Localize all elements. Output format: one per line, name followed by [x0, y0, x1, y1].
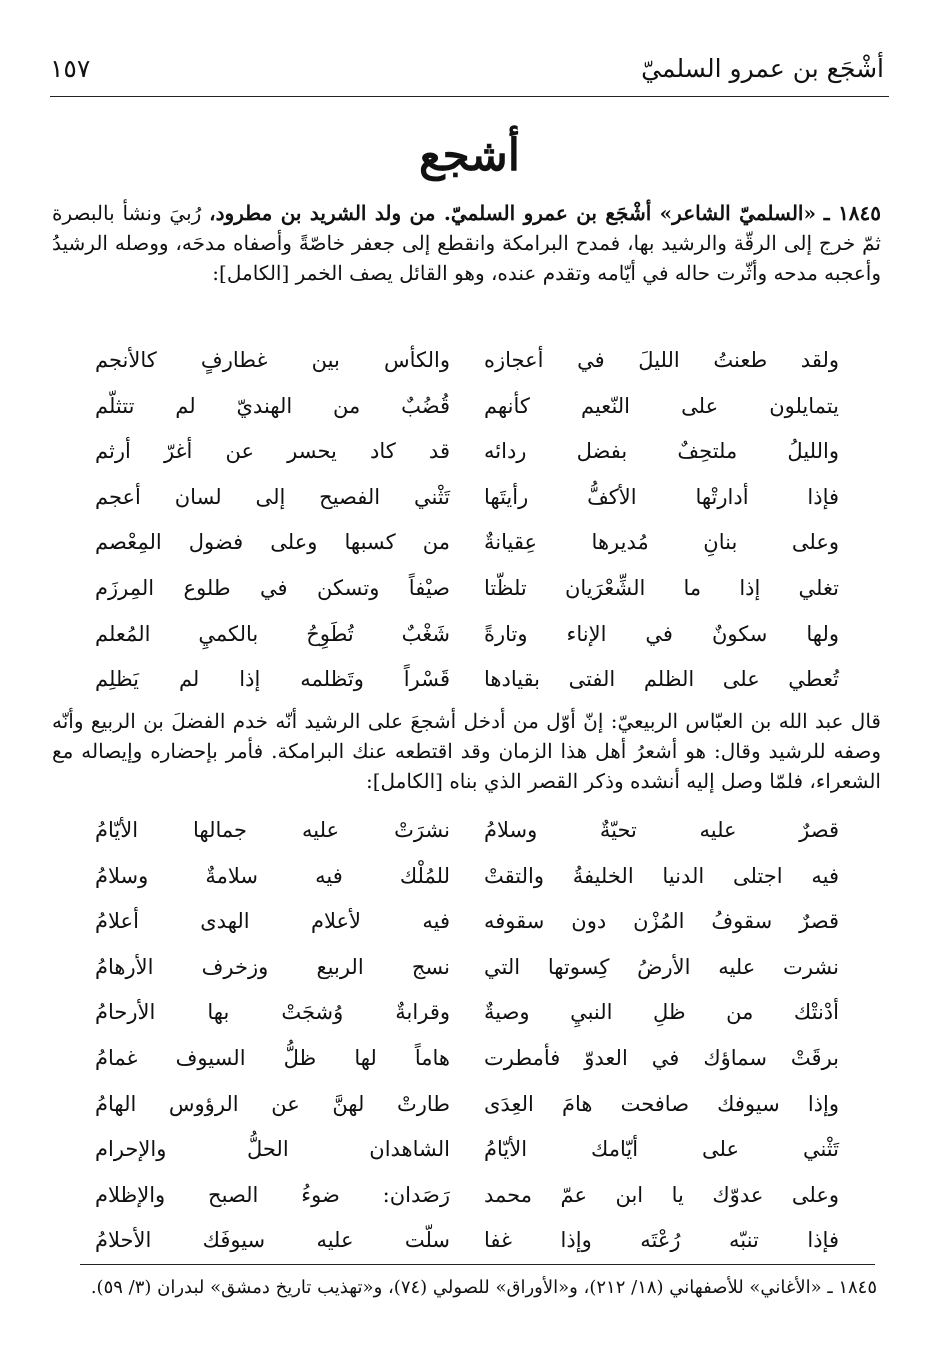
verse-first-hemistich: يتمايلون على النّعيم كأنهم: [484, 393, 839, 418]
verse-second-hemistich: نسج الربيع وزخرف الأرهامُ: [95, 954, 450, 979]
verse-second-hemistich: نشرَتْ عليه جمالها الأيّامُ: [95, 818, 450, 842]
verse-first-hemistich: نشرت عليه الأرضُ كِسوتها التي: [484, 954, 839, 979]
verse: [95, 1090, 839, 1136]
verse-second-hemistich: من كسبها وعلى فضول المِعْصم: [95, 530, 450, 555]
verse: [95, 620, 839, 666]
verse-first-hemistich: تغلي إذا ما الشِّعْرَيان تلظّتا: [484, 575, 839, 600]
verse: [95, 528, 839, 574]
verse-first-hemistich: ولقد طعنتُ الليلَ في أعجازه: [484, 348, 839, 372]
poem-1: [95, 346, 839, 711]
poem-2: [95, 816, 839, 1272]
anecdote-paragraph: قال عبد الله بن العبّاس الربيعيّ: إنّ أوّل من أدخل أشجعَ على الرشيد أنّه خدم الفضلَ بن الربيع وأنّه وصفه للرشيد وقال: هو أشعرُ أهل هذا الزمان وقد اقتطعه عنك البرامكة. فأمر بإحضاره وإيصاله مع الشعراء، فلمّا وصل إليه أنشده وذكر القصر الذي بناه [الكامل]:: [52, 709, 881, 793]
entry-number: ١٨٤٥ ـ: [823, 201, 882, 225]
verse: [95, 574, 839, 620]
page-number: ١٥٧: [50, 54, 91, 83]
verse: [95, 1135, 839, 1181]
verse: [95, 862, 839, 908]
verse-second-hemistich: هاماً لها ظلُّ السيوف غمامُ: [95, 1045, 450, 1070]
verse: [95, 1226, 839, 1272]
verse-first-hemistich: أدْنتْك من ظلِ النبيِ وصيةٌ: [484, 1000, 839, 1025]
verse: [95, 907, 839, 953]
verse-first-hemistich: وإذا سيوفك صافحت هامَ العِدَى: [484, 1091, 839, 1116]
verse: [95, 1044, 839, 1090]
verse: [95, 953, 839, 999]
verse-first-hemistich: وعلى عدوّك يا ابن عمّ محمد: [484, 1182, 839, 1207]
verse-second-hemistich: سلّت عليه سيوفَك الأحلامُ: [95, 1228, 450, 1253]
running-title: أشْجَع بن عمرو السلميّ: [641, 54, 884, 83]
running-head: [50, 52, 884, 92]
verse: [95, 998, 839, 1044]
verse-first-hemistich: فإذا أدارتْها الأكفُّ رأيتَها: [484, 484, 839, 509]
verse-second-hemistich: صيْفاً وتسكن في طلوع المِرزَم: [95, 575, 450, 600]
verse-first-hemistich: برقَتْ سماؤك في العدوّ فأمطرت: [484, 1045, 839, 1070]
entry-lead: «السلميّ الشاعر» أشْجَع بن عمرو السلميّ. من ولد الشريد بن مطرود،: [209, 201, 816, 225]
header-divider: [50, 96, 889, 97]
verse-second-hemistich: فيه لأعلام الهدى أعلامُ: [95, 909, 450, 934]
verse-first-hemistich: قصرٌ سقوفُ المُزْن دون سقوفه: [484, 909, 839, 934]
entry-body: رُبيَ ونشأ بالبصرة ثمّ خرج إلى الرقّة والرشيد بها، فمدح البرامكة وانقطع إلى جعفر خاصّةً وأصفاه مدحَه، ووصله الرشيدُ وأعجبه مدحه وأثّرت حاله في أيّامه وتقدم عنده، وهو القائل يصف الخمر [الكامل]:: [52, 201, 881, 285]
verse: [95, 392, 839, 438]
verse-second-hemistich: والكأس بين غطارفٍ كالأنجم: [95, 348, 450, 372]
verse: [95, 483, 839, 529]
verse-first-hemistich: فإذا تنبّه رُعْتَه وإذا غفا: [484, 1228, 839, 1253]
verse: [95, 665, 839, 711]
verse-first-hemistich: فيه اجتلى الدنيا الخليفةُ والتقتْ: [484, 863, 839, 888]
verse-second-hemistich: قد كاد يحسر عن أغرّ أرثم: [95, 439, 450, 464]
verse: [95, 1181, 839, 1227]
entry-paragraph: [52, 198, 881, 288]
footnote-divider: [80, 1264, 875, 1265]
footnote: ١٨٤٥ ـ «الأغاني» للأصفهاني (١٨/ ٢١٢)، و«الأوراق» للصولي (٧٤)، و«تهذيب تاريخ دمشق» لبدران (٣/ ٥٩).: [90, 1277, 877, 1298]
verse-second-hemistich: وقرابةٌ وُشجَتْ بها الأرحامُ: [95, 1000, 450, 1025]
verse-first-hemistich: وعلى بنانِ مُديرها عِقيانةٌ: [484, 530, 839, 555]
verse: [95, 816, 839, 862]
verse-second-hemistich: رَصَدان: ضوءُ الصبح والإظلام: [95, 1182, 450, 1207]
verse: [95, 437, 839, 483]
verse-first-hemistich: قصرٌ عليه تحيّةٌ وسلامُ: [484, 818, 839, 842]
verse-second-hemistich: الشاهدان الحلُّ والإحرام: [95, 1137, 450, 1162]
verse-second-hemistich: تَثْني الفصيح إلى لسان أعجم: [95, 484, 450, 509]
verse-first-hemistich: تُعطي على الظلم الفتى بقيادها: [484, 667, 839, 692]
verse-first-hemistich: والليلُ ملتحِفٌ بفضل ردائه: [484, 439, 839, 464]
verse-second-hemistich: شَغْبٌ تُطَوِحُ بالكميِ المُعلم: [95, 621, 450, 646]
chapter-title: أشجع: [419, 130, 520, 181]
verse-first-hemistich: تَثْني على أيّامك الأيّامُ: [484, 1137, 839, 1162]
verse-second-hemistich: للمُلْك فيه سلامةٌ وسلامُ: [95, 863, 450, 888]
verse-second-hemistich: طارتْ لهنَّ عن الرؤوس الهامُ: [95, 1091, 450, 1116]
verse-second-hemistich: قُضُبٌ من الهنديّ لم تتثلّم: [95, 393, 450, 418]
verse-first-hemistich: ولها سكونٌ في الإناء وتارةً: [484, 621, 839, 646]
verse: [95, 346, 839, 392]
verse-second-hemistich: قَسْراً وتَظلمه إذا لم يَظلِم: [95, 667, 450, 692]
